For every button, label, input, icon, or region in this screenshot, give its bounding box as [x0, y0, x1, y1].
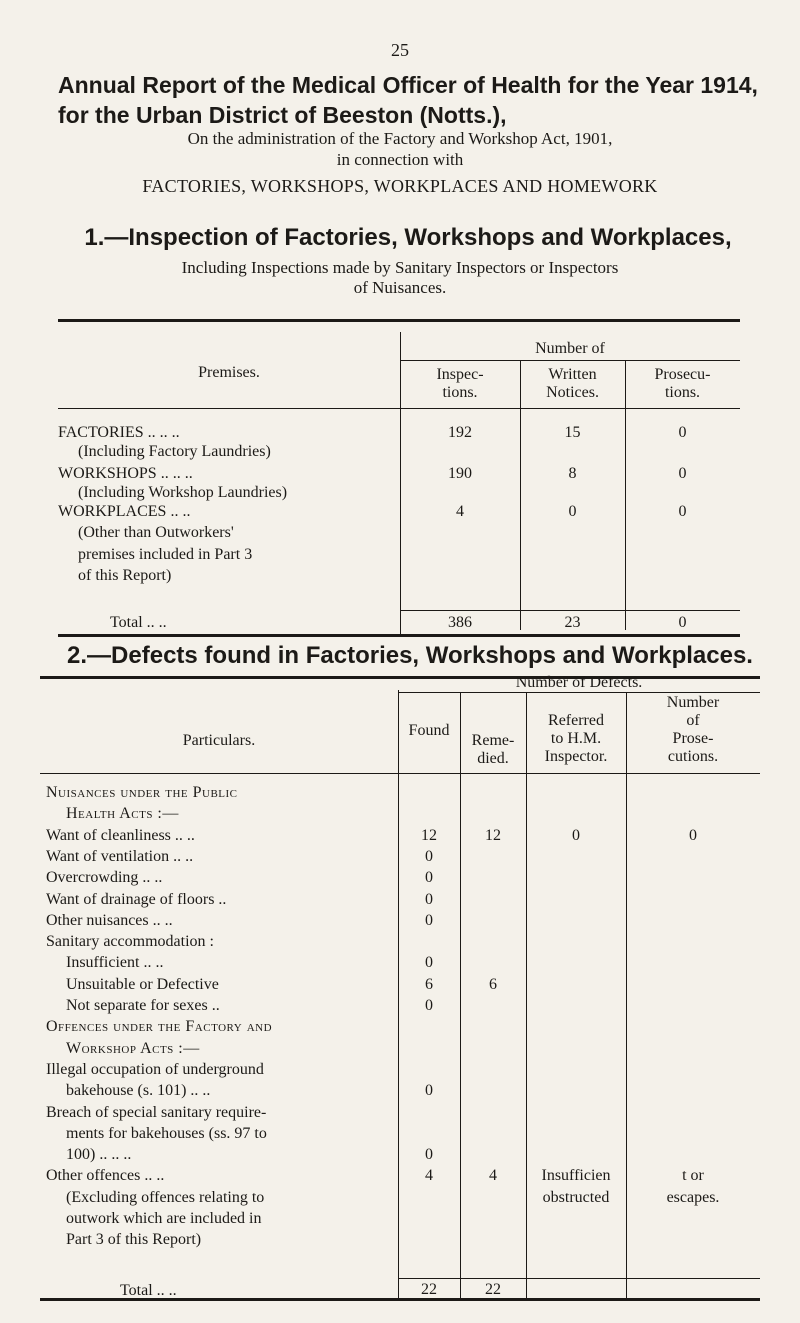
table-rule — [526, 692, 527, 1298]
cell-found: 0 — [425, 912, 433, 929]
table-rule — [398, 692, 760, 693]
col-number-of-defects: Number of Defects. — [515, 674, 643, 691]
particular-text: Unsuitable or Defective — [66, 976, 219, 993]
particular-text: Health Acts :— — [66, 805, 179, 822]
particular-text: Nuisances under the Public — [46, 784, 238, 801]
cell-referred: obstructed — [542, 1189, 610, 1206]
table-rule — [400, 610, 740, 611]
particular-text: Illegal occupation of underground — [46, 1061, 264, 1078]
table-rule — [40, 773, 760, 774]
particular-text: Insufficient .. .. — [66, 954, 164, 971]
section-1-note-line-2: of Nuisances. — [353, 278, 447, 297]
particular-text: Offences under the Factory and — [46, 1018, 273, 1035]
subtitle-line-2: in connection with — [336, 150, 464, 169]
table-rule — [58, 408, 740, 409]
particular-text: Want of cleanliness .. .. — [46, 827, 195, 844]
col-prosecutions: Prosecu- tions. — [654, 366, 711, 401]
particular-text: Other nuisances .. .. — [46, 912, 173, 929]
table-rule — [400, 360, 740, 361]
cell-found: 12 — [421, 827, 437, 844]
particular-text: outwork which are included in — [66, 1210, 262, 1227]
particular-text: Not separate for sexes .. — [66, 997, 220, 1014]
cell-remedied: 4 — [489, 1167, 497, 1184]
particular-text: Want of ventilation .. .. — [46, 848, 194, 865]
col-written-notices: Written Notices. — [546, 366, 599, 401]
section-2-heading: 2.—Defects found in Factories, Workshops and Workplaces. — [67, 642, 753, 669]
table-rule — [460, 692, 461, 1298]
section-1-note-line-1: Including Inspections made by Sanitary Inspectors or Inspectors — [181, 258, 619, 277]
cell-found: 0 — [425, 869, 433, 886]
subtitle-line-1: On the administration of the Factory and Workshop Act, 1901, — [187, 129, 613, 148]
table-rule — [58, 319, 740, 322]
section-1-heading: 1.—Inspection of Factories, Workshops and Workplaces, — [84, 224, 732, 251]
particular-text: Want of drainage of floors .. — [46, 891, 227, 908]
particular-text: Overcrowding .. .. — [46, 869, 163, 886]
cell-prosecutions: escapes. — [666, 1189, 720, 1206]
cell-found: 0 — [425, 997, 433, 1014]
particular-text: Sanitary accommodation : — [46, 933, 214, 950]
col-referred: Referred to H.M. Inspector. — [544, 712, 608, 765]
particular-text: ments for bakehouses (ss. 97 to — [66, 1125, 267, 1142]
particular-text: Breach of special sanitary require- — [46, 1104, 267, 1121]
report-title: Annual Report of the Medical Officer of Health for the Year 1914, for the Urban District of Beeston (Notts.), — [58, 72, 758, 128]
report-page: 25 Annual Report of the Medical Officer of Health for the Year 1914, for the Urban District of Beeston (Notts.), On the administration of the Factory and Workshop Act, 1901, in connection with FACTORIES, WORKSHOPS, WORKPLACES AND HOMEWORK 1.—Inspection of Factories, Workshops and Workplaces, Including Inspections made by Sanitary Inspectors or Inspectors of Nuisances. Premises. Number of Inspec- tions. Written Notices. Prosecu- tions. FACTORIES .. .. .. (Including Factory Laundries) 192 15 0 WORKSHOPS .. .. .. (Including Workshop Laundries) 190 8 0 WORKPLACES .. .. (Other than Outworkers' premises included in Part 3 of this Report) 4 0 0 Total .. .. 386 23 0 2.—Defects found in Factories, Workshops and Workplaces. Particulars. Number of Defects. Found Reme- died. Referred to H.M. Inspector. Number of Prose- cutions. Nuisances under the Public Health Acts :— Want of cleanliness .. .. 12 12 0 0 Want of ventilation .. .. 0 Overcrowding .. .. 0 Want of drainage of floors .. 0 Other nuisances .. .. 0 Sanitary accommodation : Insufficient .. .. 0 Unsuitable or Defective 6 6 Not separate for sexes .. 0 Offences under the Factory and Workshop Acts :— Illegal occupation of underground bakehouse (s. 101) .. .. 0 Breach of special sanitary require- ments for bakehouses (ss. 97 to 100) .. .. .. 0 Other offences .. .. 4 4 Insufficien t or (Excluding offences relating to obstructed escapes. outwork which are included in Part 3 of this Report) Total .. .. 22 22 — [0, 0, 800, 1323]
subtitle — [0, 128, 800, 170]
particular-text: Part 3 of this Report) — [66, 1231, 202, 1248]
cell-remedied: 12 — [485, 827, 501, 844]
col-remedied: Reme- died. — [471, 732, 515, 767]
col-premises: Premises. — [198, 364, 260, 381]
table-rule — [398, 1278, 760, 1279]
page-number: 25 — [391, 40, 409, 60]
cell-found: 4 — [425, 1167, 433, 1184]
cell-found: 0 — [425, 954, 433, 971]
col-prosecutions: Number of Prose- cutions. — [666, 694, 720, 765]
cell-found: 6 — [425, 976, 433, 993]
cell-found: 0 — [425, 891, 433, 908]
subtitle-caps: FACTORIES, WORKSHOPS, WORKPLACES AND HOMEWORK — [142, 176, 658, 196]
cell-prosecutions: 0 — [689, 827, 697, 844]
section-1-note — [0, 258, 800, 298]
cell-prosecutions: t or — [682, 1167, 704, 1184]
cell-remedied: 6 — [489, 976, 497, 993]
col-particulars: Particulars. — [182, 732, 256, 749]
particular-text: bakehouse (s. 101) .. .. — [66, 1082, 211, 1099]
cell-found: 0 — [425, 1082, 433, 1099]
cell-referred: Insufficien — [541, 1167, 611, 1184]
col-inspections: Inspec- tions. — [436, 366, 484, 401]
particular-text: Other offences .. .. — [46, 1167, 165, 1184]
table-rule — [626, 692, 627, 1298]
particular-text: 100) .. .. .. — [66, 1146, 132, 1163]
table-rule — [58, 634, 740, 637]
particular-text: Workshop Acts :— — [66, 1040, 200, 1057]
cell-referred: 0 — [572, 827, 580, 844]
particular-text: (Excluding offences relating to — [66, 1189, 265, 1206]
col-found: Found — [408, 722, 450, 739]
cell-found: 0 — [425, 848, 433, 865]
col-number-of: Number of — [535, 340, 605, 357]
cell-found: 0 — [425, 1146, 433, 1163]
table-rule — [398, 690, 399, 1298]
